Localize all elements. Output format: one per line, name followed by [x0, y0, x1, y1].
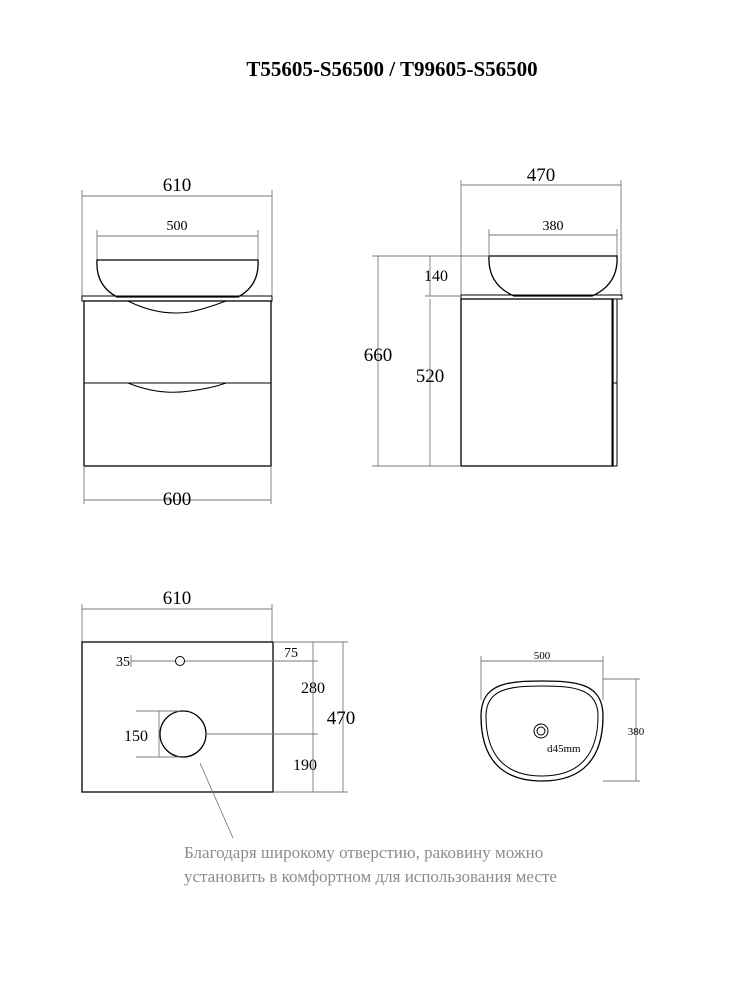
top-width-label: 610	[162, 175, 192, 196]
basin-height-label: 140	[424, 268, 448, 285]
basin-top-depth-label: 380	[627, 726, 645, 738]
top-drawer-handle	[128, 301, 226, 313]
total-height-label: 660	[363, 345, 393, 366]
basin-top-width-label: 500	[533, 650, 551, 662]
basin-drain-outer	[534, 724, 548, 738]
front-basin	[97, 260, 258, 297]
countertop-depth-label: 470	[326, 708, 356, 729]
bottom-drawer-handle	[128, 383, 226, 392]
basin-depth-label: 380	[542, 219, 564, 234]
cabinet-height-dimension	[416, 299, 445, 466]
top-depth-label: 470	[526, 165, 556, 186]
cabinet-width-label: 600	[162, 489, 192, 510]
drawing-title: T55605-S56500 / T99605-S56500	[246, 57, 538, 81]
hole-offset-label: 35	[116, 655, 130, 670]
side-view	[364, 165, 622, 466]
hole-to-drain-label: 280	[301, 680, 325, 697]
top-view	[82, 588, 355, 838]
top-depth-dimension	[461, 165, 621, 296]
top-width-dimension	[82, 175, 272, 296]
basin-top-depth-dimension	[603, 679, 645, 781]
basin-width-label: 500	[166, 219, 188, 234]
basin-outline	[481, 681, 603, 781]
edge-offset-label: 75	[284, 646, 298, 661]
countertop-width-label: 610	[162, 588, 192, 609]
basin-depth-dimension	[489, 219, 617, 256]
side-cabinet	[461, 299, 613, 466]
tap-hole	[176, 657, 185, 666]
basin-height-dimension	[424, 256, 461, 296]
note-line-2: установить в комфортном для использования месте	[184, 867, 557, 886]
basin-inner-rim	[486, 686, 598, 776]
basin-top-view	[481, 650, 645, 781]
drain-opening	[160, 711, 206, 757]
cabinet-width-dimension	[84, 466, 271, 510]
basin-drain-inner	[537, 727, 545, 735]
drain-to-back-label: 190	[293, 757, 317, 774]
front-view	[82, 175, 272, 510]
countertop-width-dimension	[82, 588, 272, 642]
cabinet-height-label: 520	[415, 366, 445, 387]
basin-width-dimension	[97, 219, 258, 260]
total-height-dimension	[364, 256, 489, 466]
basin-drain-label: d45mm	[547, 743, 581, 755]
drain-diameter-label: 150	[124, 728, 148, 745]
note-leader	[200, 763, 233, 838]
note-line-1: Благодаря широкому отверстию, раковину можно	[184, 843, 544, 862]
side-basin	[489, 256, 617, 296]
